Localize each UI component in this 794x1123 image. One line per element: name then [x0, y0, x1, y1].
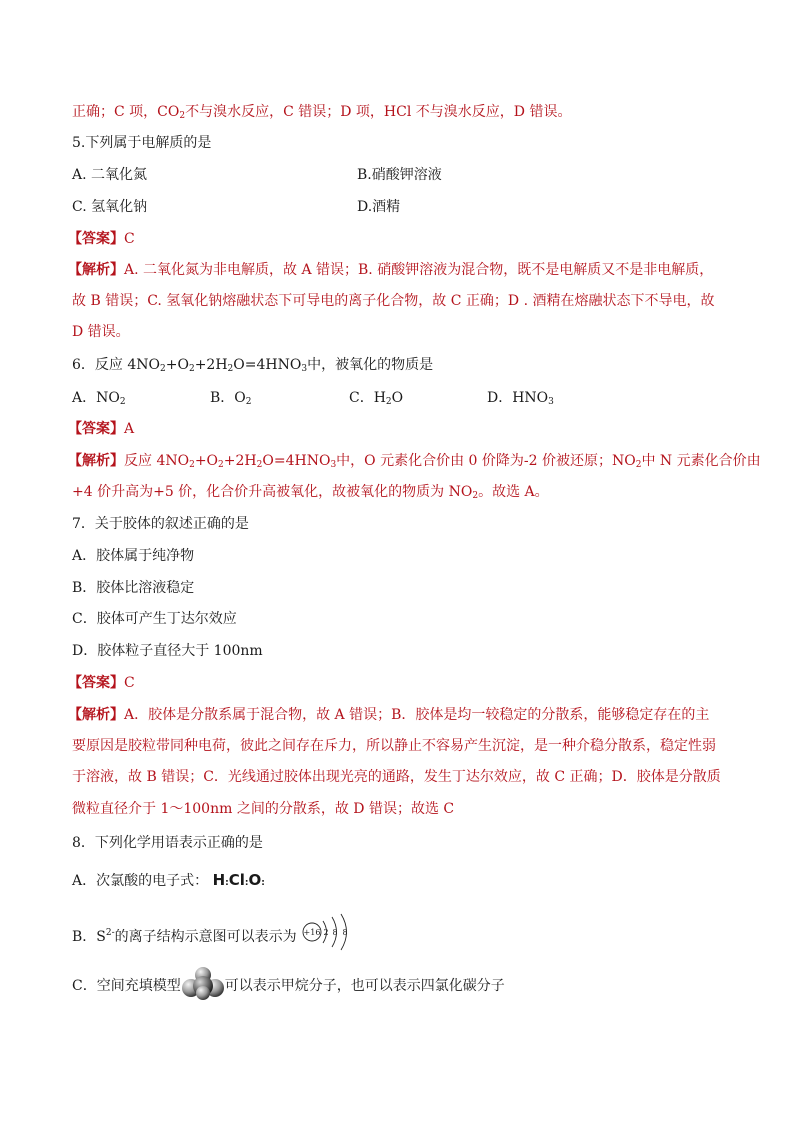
q5-option-a: A. 二氧化氮	[72, 167, 148, 183]
subscript: 2	[385, 397, 392, 407]
analysis-label: 【解析】	[68, 453, 124, 469]
analysis-text: A. 二氧化氮为非电解质，故 A 错误；B. 硝酸钾溶液为混合物，既不是电解质又不是非电解质，	[124, 262, 714, 278]
text-span: +O	[165, 357, 189, 373]
atom-cl: Cl	[228, 871, 245, 889]
analysis-text: A．胶体是分散系属于混合物，故 A 错误；B．胶体是均一较稳定的分散系，能够稳定存在的主	[124, 707, 710, 723]
q7-analysis-line3: 于溶液，故 B 错误；C．光线通过胶体出现光亮的通路，发生丁达尔效应，故 C 正确；D．胶体是分散质	[72, 769, 721, 785]
q5-analysis	[68, 260, 713, 280]
q8-option-a	[72, 868, 265, 892]
q5-option-b: B.硝酸钾溶液	[357, 167, 442, 183]
text-span: A．NO	[72, 390, 120, 406]
q7-option-d: D．胶体粒子直径大于 100nm	[72, 643, 263, 659]
q6-option-d	[487, 388, 554, 408]
q7-option-b: B．胶体比溶液稳定	[72, 580, 195, 596]
q7-option-c: C．胶体可产生丁达尔效应	[72, 611, 237, 627]
text-span: 可以表示甲烷分子，也可以表示四氯化碳分子	[224, 978, 505, 994]
answer-value: C	[124, 231, 135, 247]
text-span: 正确；C 项，CO	[72, 104, 180, 120]
subscript: 2	[188, 364, 195, 374]
shell-2-count: 8	[332, 928, 338, 937]
analysis-label: 【解析】	[68, 707, 124, 723]
electron-formula	[213, 871, 265, 889]
q6-analysis-line2	[72, 482, 549, 502]
text-span: A．次氯酸的电子式：	[72, 873, 209, 889]
q6-answer	[68, 419, 134, 439]
superscript: 2-	[105, 928, 115, 938]
q7-stem: 7．关于胶体的叙述正确的是	[72, 516, 249, 532]
q8-stem: 8．下列化学用语表示正确的是	[72, 835, 263, 851]
text-span: C．H	[349, 390, 386, 406]
subscript: 2	[119, 397, 126, 407]
text-span: 。故选 A。	[478, 484, 549, 500]
atom-o: O	[248, 871, 262, 889]
subscript: 3	[330, 460, 337, 470]
text-span: 中，O 元素化合价由 0 价降为-2 价被还原；NO	[336, 453, 636, 469]
electron-pair: :	[261, 878, 265, 888]
nucleus-label: +16	[303, 928, 321, 937]
electron-pair: :	[225, 878, 229, 888]
text-span: 6．反应 4NO	[72, 357, 160, 373]
subscript: 2	[635, 460, 642, 470]
q7-option-a: A．胶体属于纯净物	[72, 548, 195, 564]
subscript: 2	[227, 364, 234, 374]
answer-value: A	[124, 421, 135, 437]
text-span: +4 价升高为+5 价，化合价升高被氧化，故被氧化的物质为 NO	[72, 484, 473, 500]
q7-analysis	[68, 705, 709, 725]
subscript: 3	[301, 364, 308, 374]
q6-option-a	[72, 388, 126, 408]
text-span: D．HNO	[487, 390, 549, 406]
answer-label: 【答案】	[68, 231, 124, 247]
text-span: B．S	[72, 929, 106, 945]
analysis-label: 【解析】	[68, 262, 124, 278]
atom-h: H	[212, 871, 226, 889]
answer-value: C	[124, 675, 135, 691]
subscript: 2	[245, 397, 252, 407]
subscript: 2	[189, 460, 195, 470]
text-span: O=4HNO	[233, 357, 302, 373]
text-span: +2H	[223, 453, 257, 469]
space-filling-model-image	[181, 966, 225, 1000]
text-span: O	[391, 390, 404, 406]
text-span: 反应 4NO	[124, 453, 190, 469]
q7-answer	[68, 673, 135, 693]
text-span: +O	[194, 453, 219, 469]
q5-stem: 5.下列属于电解质的是	[72, 135, 212, 151]
q5-option-d: D.酒精	[357, 199, 401, 215]
subscript: 2	[472, 491, 479, 501]
text-span: C．空间充填模型	[72, 978, 181, 994]
subscript: 2	[218, 460, 224, 470]
q6-analysis	[68, 451, 761, 471]
subscript: 3	[548, 397, 554, 407]
answer-label: 【答案】	[68, 675, 124, 691]
model-atom-front	[196, 986, 210, 1000]
text-span: 不与溴水反应，C 错误；D 项，HCl 不与溴水反应，D 错误。	[185, 104, 572, 120]
text-span: 中 N 元素化合价由	[641, 453, 761, 469]
text-span: O=4HNO	[262, 453, 331, 469]
q8-option-b	[72, 922, 361, 946]
q6-option-b	[210, 388, 252, 408]
q4-analysis-tail	[72, 102, 571, 122]
text-span: 中，被氧化的物质是	[307, 357, 434, 373]
q7-analysis-line4: 微粒直径介于 1～100nm 之间的分散系，故 D 错误；故选 C	[72, 801, 455, 817]
ion-structure-diagram	[301, 912, 361, 952]
q5-answer	[68, 229, 135, 249]
subscript: 2	[179, 111, 186, 121]
q5-option-c: C. 氢氧化钠	[72, 199, 148, 215]
text-span: 的离子结构示意图可以表示为	[114, 929, 297, 945]
subscript: 2	[256, 460, 263, 470]
q8-option-c	[72, 970, 505, 1002]
shell-3-count: 8	[342, 928, 348, 937]
q6-option-c	[349, 388, 403, 408]
q6-stem	[72, 355, 433, 375]
electron-pair: :	[244, 878, 249, 888]
q5-analysis-line2: 故 B 错误；C. 氢氧化钠熔融状态下可导电的离子化合物，故 C 正确；D . 酒精在熔融状态下不导电，故	[72, 293, 715, 309]
q7-analysis-line2: 要原因是胶粒带同种电荷，彼此之间存在斥力，所以静止不容易产生沉淀，是一种介稳分散系，稳定性弱	[72, 738, 716, 754]
q5-analysis-line3: D 错误。	[72, 324, 130, 340]
answer-label: 【答案】	[68, 421, 124, 437]
text-span: B．O	[210, 390, 246, 406]
shell-1-count: 2	[323, 928, 329, 937]
subscript: 2	[160, 364, 166, 374]
text-span: +2H	[194, 357, 228, 373]
